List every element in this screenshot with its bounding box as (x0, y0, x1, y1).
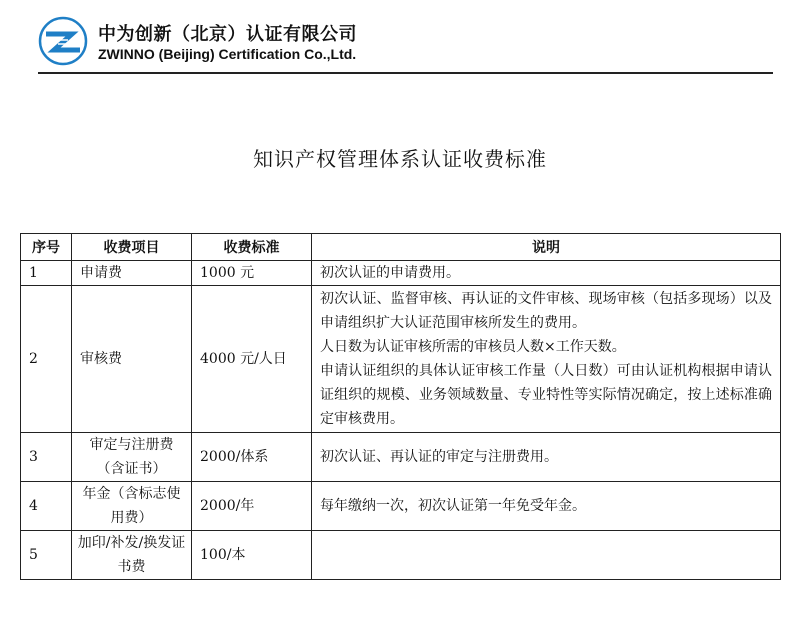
table-row (21, 286, 781, 433)
row-fee: 2000/体系 (192, 433, 312, 482)
company-name-cn: 中为创新（北京）认证有限公司 (98, 24, 357, 45)
header-divider (38, 72, 773, 74)
desc-line: 初次认证、监督审核、再认证的文件审核、现场审核（包括多现场）以及申请组织扩大认证范围审核所发生的费用。 (320, 291, 772, 331)
company-name-en: ZWINNO (Beijing) Certification Co.,Ltd. (98, 46, 357, 62)
table-row (21, 531, 781, 580)
table-row (21, 482, 781, 531)
header-desc: 说明 (312, 234, 781, 261)
row-fee: 4000 元/人日 (192, 286, 312, 433)
header-no: 序号 (21, 234, 72, 261)
desc-line: 人日数为认证审核所需的审核员人数×工作天数。 (320, 339, 626, 355)
row-no: 5 (21, 531, 72, 580)
table-row (21, 433, 781, 482)
desc-line: 初次认证的申请费用。 (320, 265, 460, 281)
desc-line: 初次认证、再认证的审定与注册费用。 (320, 449, 558, 465)
row-fee: 1000 元 (192, 261, 312, 286)
zw-logo-icon (38, 16, 88, 66)
row-item: 加印/补发/换发证书费 (72, 531, 192, 580)
fee-table (20, 233, 781, 580)
row-desc (312, 286, 781, 433)
desc-line: 每年缴纳一次，初次认证第一年免受年金。 (320, 498, 586, 514)
row-fee: 2000/年 (192, 482, 312, 531)
header-fee: 收费标准 (192, 234, 312, 261)
table-row (21, 261, 781, 286)
row-no: 3 (21, 433, 72, 482)
row-no: 1 (21, 261, 72, 286)
row-desc (312, 531, 781, 580)
row-item: 年金（含标志使用费） (72, 482, 192, 531)
row-fee: 100/本 (192, 531, 312, 580)
row-no: 4 (21, 482, 72, 531)
page-header (38, 12, 773, 74)
table-header-row (21, 234, 781, 261)
row-no: 2 (21, 286, 72, 433)
row-item: 申请费 (72, 261, 192, 286)
row-desc (312, 261, 781, 286)
row-desc (312, 433, 781, 482)
row-desc (312, 482, 781, 531)
desc-line: 申请认证组织的具体认证审核工作量（人日数）可由认证机构根据申请认证组织的规模、业务领域数量、专业特性等实际情况确定，按上述标准确定审核费用。 (320, 363, 772, 427)
row-item: 审核费 (72, 286, 192, 433)
row-item: 审定与注册费（含证书） (72, 433, 192, 482)
header-item: 收费项目 (72, 234, 192, 261)
document-title: 知识产权管理体系认证收费标准 (253, 147, 547, 171)
